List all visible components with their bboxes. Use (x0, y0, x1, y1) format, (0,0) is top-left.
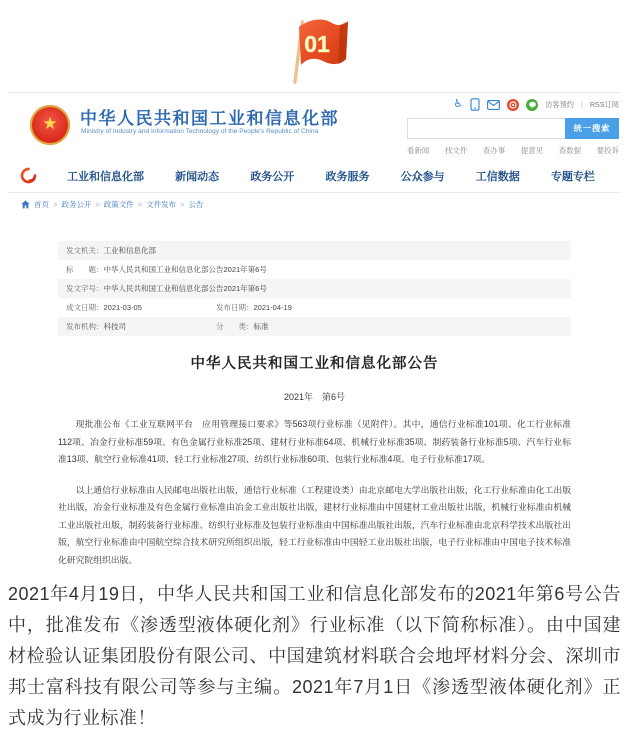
nav-item-public-participation[interactable]: 公众参与 (400, 170, 445, 183)
meta-value: 中华人民共和国工业和信息化部公告2021年第6号 (103, 284, 267, 293)
quick-link-data[interactable]: 查数据 (558, 146, 581, 155)
breadcrumb-separator: > (137, 199, 143, 209)
nav-item-gov-services[interactable]: 政务服务 (325, 170, 370, 183)
meta-value: 工业和信息化部 (103, 246, 156, 255)
meta-value: 中华人民共和国工业和信息化部公告2021年第6号 (103, 265, 267, 274)
breadcrumb-separator: > (95, 199, 100, 209)
flag-badge-01 (281, 14, 355, 88)
breadcrumb-doc-release[interactable]: 文件发布 (146, 199, 177, 209)
announcement-paragraph-2: 以上通信行业标准由人民邮电出版社出版，通信行业标准（工程建设类）由北京邮电大学出版社出版，化工行业标准由化工出版社出版，冶金行业标准及有色金属行业标准由冶金工业出版社出版，建材行业标准由中国建材工业出版社出版，机械行业标准由机械工业出版社出版，制药装备行业标准、纺织行业标准及包装行业标准由中国标准出版社出版，汽车行业标准由北京科学技术出版社出版，航空行业标准由中国航空综合技术研究所组织出版，轻工行业标准由中国轻工业出版社出版，电子行业标准由中国电子技术标准化研究院组织出版。 (58, 484, 571, 565)
unified-search-button[interactable]: 统一搜索 (565, 118, 619, 139)
mail-icon[interactable] (487, 100, 500, 110)
miit-site-screenshot (8, 92, 621, 569)
meta-value: 标准 (253, 322, 269, 331)
nav-swirl-logo-icon[interactable] (20, 167, 37, 184)
mobile-icon[interactable] (470, 98, 480, 111)
meta-value: 2021-03-05 (103, 303, 142, 312)
breadcrumb-separator: > (180, 199, 185, 209)
document-meta-table (58, 241, 571, 336)
site-header (8, 93, 621, 159)
site-title[interactable]: 中华人民共和国工业和信息化部 (80, 109, 339, 128)
red-flag-icon (281, 14, 355, 88)
meta-row-title (58, 260, 571, 279)
meta-value: 2021-04-19 (253, 303, 292, 312)
nav-item-news[interactable]: 新闻动态 (175, 170, 220, 183)
meta-label: 发文机关： (66, 246, 104, 255)
flag-number: 01 (304, 31, 330, 57)
meta-row-publisher-category (58, 317, 571, 336)
breadcrumb-home[interactable]: 首页 (34, 199, 49, 209)
meta-label: 分 类： (216, 322, 254, 331)
meta-value: 科技司 (103, 322, 126, 331)
breadcrumb-gov-disclosure[interactable]: 政务公开 (61, 199, 92, 209)
breadcrumb-separator: > (53, 199, 58, 209)
nav-item-special-topics[interactable]: 专题专栏 (550, 170, 595, 183)
accessibility-icon[interactable]: ♿ (453, 98, 464, 110)
nav-item-data[interactable]: 工信数据 (475, 170, 520, 183)
quick-link-complaint[interactable]: 要投诉 (596, 146, 619, 155)
meta-row-issuing-agency (58, 241, 571, 260)
site-subtitle-en: Ministry of Industry and Information Technology of the People's Republic of China (81, 128, 319, 135)
meta-label: 发布日期： (216, 303, 254, 312)
announcement-issue-number: 2021年 第6号 (283, 392, 346, 402)
announcement-paragraph-1: 现批准公布《工业互联网平台 应用管理接口要求》等563项行业标准（见附件）。其中，通信行业标准101项、化工行业标准112项、冶金行业标准59项、有色金属行业标准25项、建材行业标准64项、机械行业标准35项、制药装备行业标准5项、汽车行业标准13项、航空行业标准41项、轻工行业标准27项、纺织行业标准60项、包装行业标准4项、电子行业标准17项。 (58, 419, 571, 464)
visitor-appointment-link[interactable]: 访客预约 (545, 99, 574, 109)
emblem-star-icon: ★ (42, 113, 58, 133)
home-icon[interactable] (21, 200, 30, 209)
header-utility-row (407, 97, 619, 112)
nav-item-ministry[interactable]: 工业和信息化部 (67, 170, 144, 183)
nav-items (49, 168, 621, 184)
main-nav (8, 159, 621, 193)
meta-label: 成文日期： (66, 303, 104, 312)
quick-link-suggest[interactable]: 提意见 (520, 146, 544, 155)
utility-divider: | (580, 100, 583, 109)
search-input[interactable] (407, 118, 565, 139)
quick-link-services[interactable]: 查办事 (482, 146, 506, 155)
weibo-icon[interactable] (507, 99, 519, 111)
rss-subscribe-link[interactable]: RSS订阅 (589, 99, 619, 109)
breadcrumb-announcement[interactable]: 公告 (188, 199, 204, 209)
search-bar (407, 118, 619, 139)
caption-text: 2021年4月19日，中华人民共和国工业和信息化部发布的2021年第6号公告中，批准发布《渗透型液体硬化剂》行业标准（以下简称标准）。由中国建材检验认证集团股份有限公司、中国建筑材料联合会地坪材料分会、深圳市邦士富科技有限公司等参与主编。2021年7月1日《渗透型液体硬化剂》正式成为行业标准！ (8, 584, 621, 728)
header-right-panel (407, 97, 619, 156)
breadcrumb (8, 193, 621, 215)
meta-row-dates (58, 298, 571, 317)
meta-label: 发布机构： (66, 322, 104, 331)
breadcrumb-policy-docs[interactable]: 政策文件 (103, 199, 134, 209)
top-strip (0, 0, 629, 92)
nav-item-gov-disclosure[interactable]: 政务公开 (250, 170, 295, 183)
national-emblem-logo[interactable] (30, 105, 70, 145)
meta-label: 发文字号： (66, 284, 104, 293)
wechat-icon[interactable] (526, 99, 538, 111)
meta-row-doc-number (58, 279, 571, 298)
announcement-title: 中华人民共和国工业和信息化部公告 (190, 356, 439, 372)
quick-links-row (407, 145, 619, 156)
quick-link-files[interactable]: 找文件 (444, 146, 468, 155)
meta-label: 标 题： (66, 265, 104, 274)
quick-link-news[interactable]: 看新闻 (407, 146, 430, 155)
